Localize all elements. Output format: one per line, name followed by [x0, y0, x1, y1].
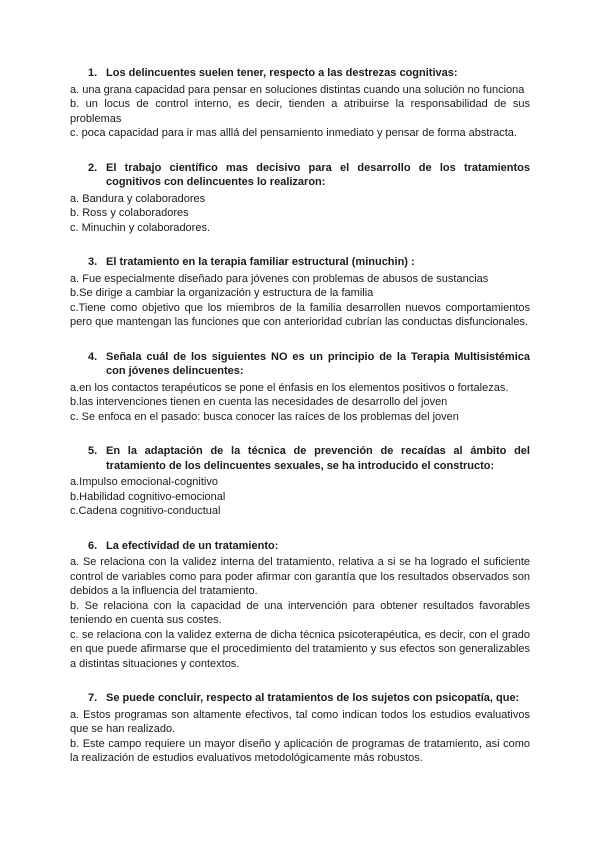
answer-option-c: c. se relaciona con la validez externa de dicha técnica psicoterapéutica, es decir, con el grado en que puede afirmarse que el procedimiento del tratamiento y sus efectos son generalizables a distintas situaciones y contextos. — [70, 628, 530, 670]
answer-option-a: a. Fue especialmente diseñado para jóvenes con problemas de abusos de sustancias — [70, 272, 489, 285]
answer-option-c: c. poca capacidad para ir mas alllá del pensamiento inmediato y pensar de forma abstracta. — [70, 127, 517, 139]
question-title: El tratamiento en la terapia familiar estructural (minuchin) : — [106, 256, 415, 268]
question-2 — [70, 161, 530, 236]
question-5 — [70, 444, 530, 519]
question-title: Los delincuentes suelen tener, respecto a las destrezas cognitivas: — [106, 67, 458, 79]
question-title: El trabajo científico mas decisivo para el desarrollo de los tratamientos cognitivos con delincuentes lo realizaron: — [106, 161, 530, 188]
answer-option-b: b.Habilidad cognitivo-emocional — [70, 490, 226, 503]
question-number: 3. — [88, 256, 98, 268]
answer-option-b: b. Este campo requiere un mayor diseño y aplicación de programas de tratamiento, asi como la realización de estudios evaluativos metodológicamente más robustos. — [70, 737, 530, 764]
question-header — [70, 161, 530, 190]
question-header — [70, 350, 530, 379]
question-title: Se puede concluir, respecto al tratamientos de los sujetos con psicopatía, que: — [106, 692, 520, 704]
question-header — [70, 539, 530, 554]
question-1 — [70, 66, 530, 141]
answer-option-b: b. Ross y colaboradores — [70, 207, 189, 219]
question-title: La efectividad de un tratamiento: — [106, 539, 279, 552]
question-number: 7. — [88, 692, 98, 704]
question-header — [70, 66, 530, 81]
question-number: 5. — [88, 445, 98, 457]
question-6 — [70, 539, 530, 672]
question-title: Señala cuál de los siguientes NO es un principio de la Terapia Multisistémica con jóvenes delincuentes: — [106, 350, 530, 377]
question-3 — [70, 255, 530, 330]
answer-option-b: b. Se relaciona con la capacidad de una intervención para obtener resultados favorables teniendo en cuenta sus costes. — [70, 599, 530, 626]
question-header — [70, 444, 530, 473]
answer-option-b: b.las intervenciones tienen en cuenta las necesidades de desarrollo del joven — [70, 396, 448, 408]
question-number: 4. — [88, 350, 98, 363]
answer-option-c: c.Cadena cognitivo-conductual — [70, 505, 221, 517]
answer-option-a: a. Se relaciona con la validez interna del tratamiento, relativa a si se ha logrado el suficiente control de variables como para poder afirmar con garantía que los resultados observados son debidos a la influencia del tratamiento. — [70, 556, 530, 597]
answer-option-a: a. una grana capacidad para pensar en soluciones distintas cuando una solución no funciona — [70, 83, 525, 96]
answer-option-a: a.Impulso emocional-cognitivo — [70, 476, 218, 488]
answer-option-c: c. Minuchin y colaboradores. — [70, 221, 211, 234]
answer-option-c: c. Se enfoca en el pasado: busca conocer las raíces de los problemas del joven — [70, 410, 459, 423]
answer-option-c: c.Tiene como objetivo que los miembros de la familia desarrollen nuevos comportamientos pero que mantengan las funciones que con anterioridad cubrían las conductas disfuncionales. — [70, 301, 530, 328]
question-header — [70, 255, 530, 270]
question-title: En la adaptación de la técnica de prevención de recaídas al ámbito del tratamiento de los delincuentes sexuales, se ha introducido el constructo: — [106, 445, 530, 472]
answer-option-b: b.Se dirige a cambiar la organización y estructura de la familia — [70, 287, 374, 299]
question-header — [70, 691, 530, 706]
answer-option-a: a.en los contactos terapéuticos se pone el énfasis en los elementos positivos o fortalezas. — [70, 381, 509, 394]
question-4 — [70, 350, 530, 425]
question-number: 1. — [88, 67, 98, 79]
question-number: 2. — [88, 161, 98, 174]
answer-option-b: b. un locus de control interno, es decir, tienden a atribuirse la responsabilidad de sus problemas — [70, 98, 530, 125]
answer-option-a: a. Bandura y colaboradores — [70, 192, 206, 205]
question-7 — [70, 691, 530, 766]
question-number: 6. — [88, 539, 98, 552]
answer-option-a: a. Estos programas son altamente efectivos, tal como indican todos los estudios evaluativos que se han realizado. — [70, 708, 530, 735]
